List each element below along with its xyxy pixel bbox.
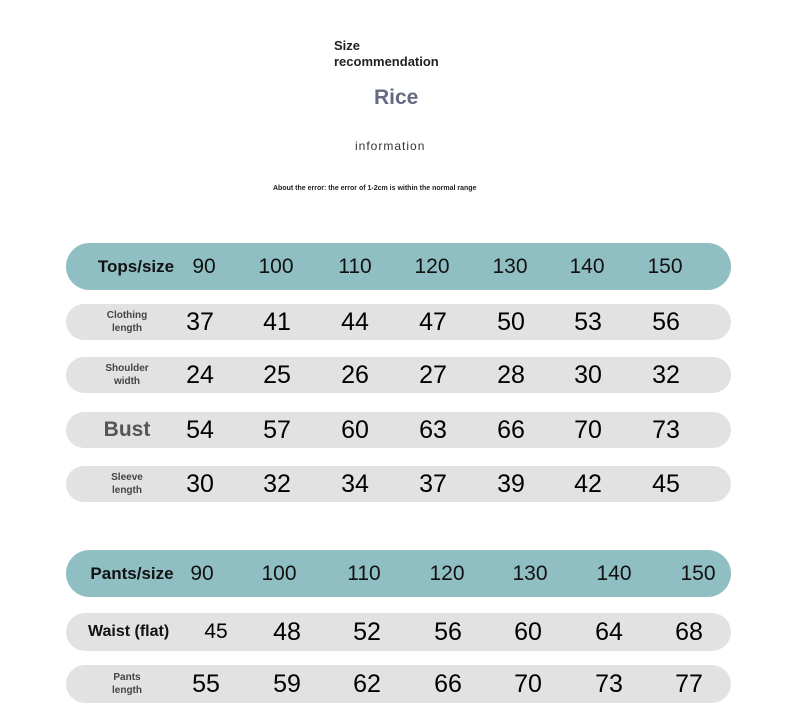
- row-label: Pants length: [112, 672, 142, 696]
- table-cell: 30: [574, 360, 602, 389]
- row-label: Waist (flat): [88, 623, 170, 640]
- table-cell: 27: [419, 360, 447, 389]
- table-row: [66, 665, 731, 703]
- table-cell: 37: [186, 307, 214, 336]
- table-cell: 26: [341, 360, 369, 389]
- table-cell: 50: [497, 307, 525, 336]
- table-cell: 32: [263, 469, 291, 498]
- pants-size: 120: [429, 561, 465, 585]
- table-cell: 41: [263, 307, 291, 336]
- title-information: information: [355, 139, 426, 153]
- pants-size: 140: [596, 561, 632, 585]
- table-cell: 73: [652, 415, 680, 444]
- tops-size: 130: [492, 254, 528, 278]
- table-row: [66, 466, 731, 502]
- title-size-recommendation: [334, 38, 439, 70]
- table-cell: 45: [204, 620, 228, 643]
- tops-size: 90: [192, 254, 216, 278]
- table-cell: 70: [574, 415, 602, 444]
- title-line-1: Size: [334, 38, 361, 53]
- table-cell: 42: [574, 469, 602, 498]
- table-cell: 73: [595, 669, 623, 698]
- table-row: [66, 304, 731, 340]
- row-label: Clothing length: [106, 310, 148, 334]
- pants-size: 130: [512, 561, 548, 585]
- pants-size: 150: [680, 561, 716, 585]
- table-cell: 60: [341, 415, 369, 444]
- error-note: About the error: the error of 1-2cm is within the normal range: [273, 185, 477, 192]
- table-row: [66, 412, 731, 448]
- table-cell: 55: [192, 669, 220, 698]
- table-cell: 56: [652, 307, 680, 336]
- table-cell: 34: [341, 469, 369, 498]
- tops-size: 150: [647, 254, 683, 278]
- table-cell: 47: [419, 307, 447, 336]
- table-cell: 70: [514, 669, 542, 698]
- title-rice: Rice: [374, 86, 419, 109]
- table-cell: 25: [263, 360, 291, 389]
- table-row: [66, 357, 731, 393]
- table-cell: 66: [497, 415, 525, 444]
- row-label: Bust: [103, 418, 151, 441]
- table-cell: 24: [186, 360, 214, 389]
- table-cell: 37: [419, 469, 447, 498]
- table-cell: 54: [186, 415, 214, 444]
- table-cell: 44: [341, 307, 369, 336]
- table-cell: 56: [434, 617, 462, 646]
- table-cell: 52: [353, 617, 381, 646]
- pants-header-row: [66, 550, 731, 597]
- table-cell: 68: [675, 617, 703, 646]
- tops-header-row: [66, 243, 731, 290]
- table-cell: 53: [574, 307, 602, 336]
- tops-size: 100: [258, 254, 294, 278]
- table-cell: 28: [497, 360, 525, 389]
- table-cell: 39: [497, 469, 525, 498]
- pants-header-label: Pants/size: [90, 563, 174, 583]
- table-cell: 57: [263, 415, 291, 444]
- pants-size: 110: [347, 561, 381, 585]
- table-cell: 63: [419, 415, 447, 444]
- table-cell: 32: [652, 360, 680, 389]
- table-cell: 30: [186, 469, 214, 498]
- table-cell: 64: [595, 617, 623, 646]
- table-cell: 59: [273, 669, 301, 698]
- row-label: Sleeve length: [111, 472, 143, 496]
- table-cell: 66: [434, 669, 462, 698]
- table-cell: 62: [353, 669, 381, 698]
- table-row: [66, 613, 731, 651]
- title-line-2: recommendation: [334, 54, 439, 69]
- table-cell: 77: [675, 669, 703, 698]
- pants-size: 100: [261, 561, 297, 585]
- table-cell: 60: [514, 617, 542, 646]
- table-cell: 45: [652, 469, 680, 498]
- tops-size: 140: [569, 254, 605, 278]
- table-cell: 48: [273, 617, 301, 646]
- tops-header-label: Tops/size: [97, 256, 175, 276]
- tops-size: 120: [414, 254, 450, 278]
- row-label: Shoulder width: [105, 363, 149, 387]
- tops-size: 110: [338, 254, 372, 278]
- pants-size: 90: [190, 561, 214, 585]
